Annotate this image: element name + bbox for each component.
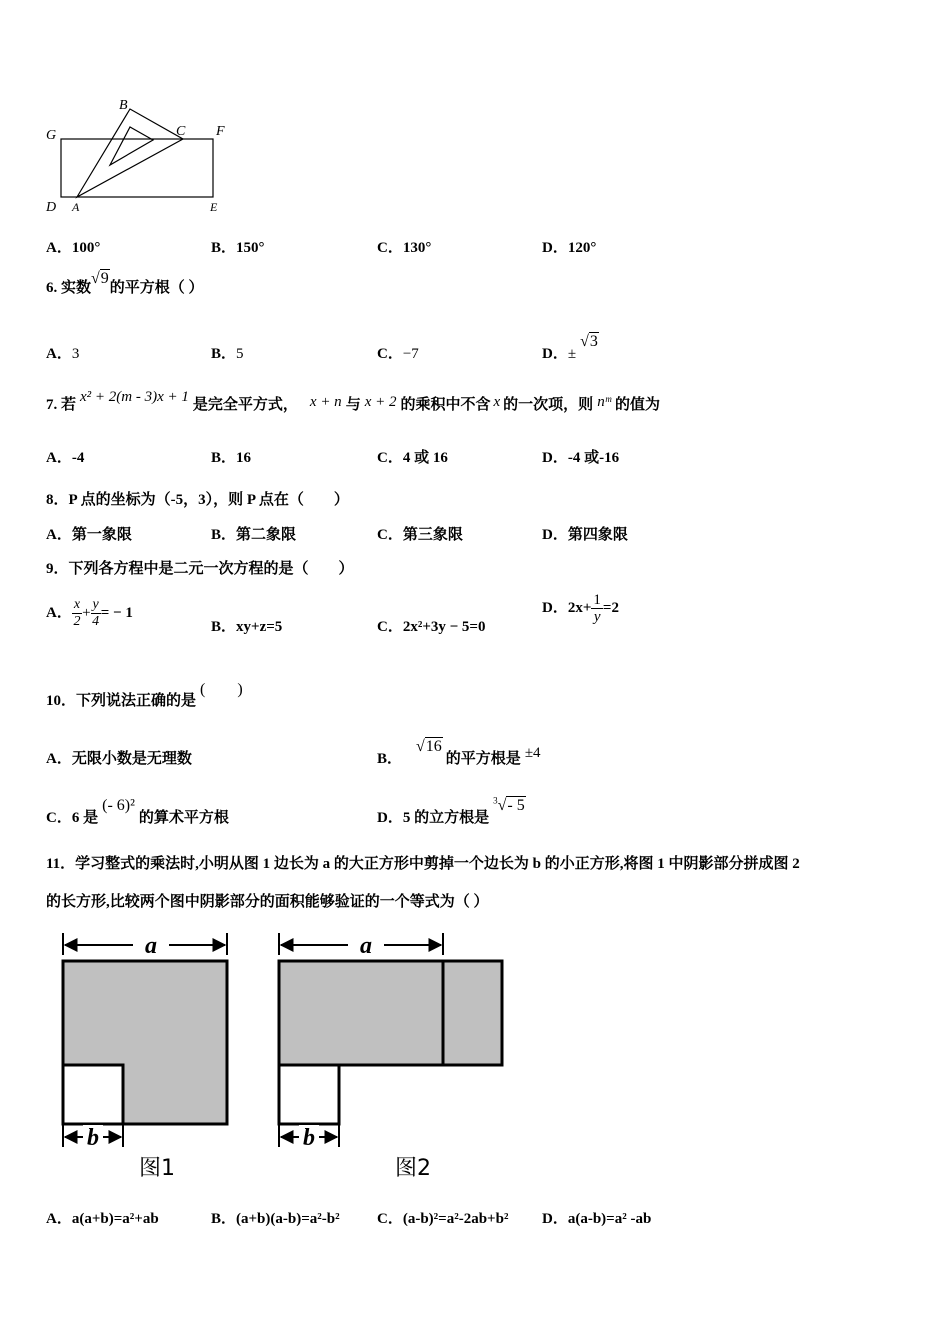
q8-option-a[interactable]: A．第一象限: [46, 527, 132, 543]
q7-option-d[interactable]: D．-4 或-16: [542, 450, 620, 466]
figure-1: [55, 925, 245, 1190]
option-text: 150°: [236, 240, 265, 256]
fraction: $\frac{x}{2}$: [73, 597, 81, 629]
fraction: $\frac{y}{4}$: [92, 597, 100, 629]
q9-stem: 9．下列各方程中是二元一次方程的是（ ）: [46, 561, 354, 577]
math-expression: x + n: [309, 394, 342, 410]
q8-option-b[interactable]: B．第二象限: [211, 527, 297, 543]
q6-option-a[interactable]: A．3: [46, 346, 80, 362]
q5-option-c[interactable]: [377, 236, 431, 257]
sqrt-expression: √3: [580, 333, 598, 350]
label-d: D: [46, 200, 57, 215]
q11-option-d[interactable]: D．a(a-b)=a² -ab: [542, 1211, 652, 1227]
q7-option-a[interactable]: A．-4: [46, 450, 85, 466]
q6-stem: [46, 270, 204, 297]
removed-square: [63, 1065, 123, 1124]
question-number: 7.: [46, 397, 58, 413]
label-a: a: [360, 933, 372, 959]
label-e: E: [210, 200, 218, 214]
stem-text: 实数: [61, 280, 92, 296]
q8-option-d[interactable]: D．第四象限: [542, 527, 628, 543]
figure-caption: 图1: [139, 1156, 175, 1181]
q8-option-c[interactable]: C．第三象限: [377, 527, 463, 543]
q10-option-a[interactable]: A．无限小数是无理数: [46, 751, 192, 767]
label-f: F: [216, 124, 225, 139]
option-text: 130°: [402, 240, 432, 256]
q10-stem: 10．下列说法正确的是( ): [46, 681, 243, 709]
q11-stem-line2: 的长方形,比较两个图中阴影部分的面积能够验证的一个等式为（ ）: [46, 894, 489, 910]
label-a: A: [72, 200, 80, 214]
figure-caption: 图2: [395, 1156, 431, 1181]
q10-option-c[interactable]: C．6 是(- 6)²的算术平方根: [46, 797, 229, 826]
q5-option-a[interactable]: [46, 236, 100, 257]
q11-option-c[interactable]: C．(a-b)²=a²-2ab+b²: [377, 1211, 509, 1227]
math-expression: x² + 2(m - 3)x + 1: [80, 389, 189, 405]
geometry-figure-q5: [40, 95, 240, 220]
answer-paren: ( ): [200, 681, 243, 698]
q5-option-d[interactable]: [542, 236, 596, 257]
math-expression: x + 2: [364, 394, 397, 410]
math-expression: x: [493, 394, 501, 410]
label-c: C: [176, 124, 186, 139]
label-b: B: [119, 98, 128, 113]
q6-option-c[interactable]: C．−7: [377, 346, 419, 362]
q11-option-a[interactable]: A．a(a+b)=a²+ab: [46, 1211, 159, 1227]
option-letter: B．: [211, 240, 237, 256]
q7-stem: 7. 若 x² + 2(m - 3)x + 1 是完全平方式， x + n 与 x + 2 的乘积中不含 x 的一次项，则 nᵐ 的值为: [46, 389, 660, 413]
stem-text: 的平方根（ ）: [109, 280, 204, 296]
q6-option-d[interactable]: D．±√3: [542, 333, 598, 362]
q7-option-b[interactable]: B．16: [211, 450, 252, 466]
q5-option-b[interactable]: [211, 236, 265, 257]
q9-option-a[interactable]: A． $\frac{x}{2}$ + $\frac{y}{4}$ = − 1: [46, 597, 133, 629]
option-letter: A．: [46, 240, 72, 256]
option-text: 120°: [567, 240, 597, 256]
sqrt-expression: √9: [91, 270, 109, 287]
fraction: $\frac{1}{y}$: [593, 592, 601, 625]
rectangle-gfed: [61, 139, 213, 197]
q7-option-c[interactable]: C．4 或 16: [377, 450, 448, 466]
cube-root-expression: $^3$√- 5: [493, 795, 525, 814]
q6-option-b[interactable]: B．5: [211, 346, 244, 362]
math-expression: nᵐ: [597, 394, 611, 410]
math-expression: (- 6)²: [102, 797, 135, 814]
shaded-rectangle: [279, 961, 502, 1065]
label-b: b: [87, 1125, 99, 1151]
question-number: 6.: [46, 280, 58, 296]
label-g: G: [46, 128, 57, 143]
option-letter: D．: [542, 240, 568, 256]
q8-stem: 8．P 点的坐标为（-5，3），则 P 点在（ ）: [46, 492, 349, 508]
option-text: 100°: [71, 240, 101, 256]
sqrt-expression: √16: [416, 738, 442, 755]
label-b: b: [303, 1125, 315, 1151]
label-a: a: [145, 933, 157, 959]
removed-square: [279, 1065, 339, 1124]
q9-option-d[interactable]: D．2x+ $\frac{1}{y}$ =2: [542, 592, 619, 625]
option-letter: C．: [377, 240, 403, 256]
q11-stem-line1: 11．学习整式的乘法时,小明从图 1 边长为 a 的大正方形中剪掉一个边长为 b 的小正方形,将图 1 中阴影部分拼成图 2: [46, 856, 800, 872]
q11-option-b[interactable]: B．(a+b)(a-b)=a²-b²: [211, 1211, 340, 1227]
figure-2: [270, 925, 510, 1190]
q10-option-b[interactable]: B．√16的平方根是 ±4: [377, 738, 541, 767]
q9-option-b[interactable]: B．xy+z=5: [211, 619, 283, 635]
q9-option-c[interactable]: C．2x²+3y − 5=0: [377, 619, 486, 635]
q10-option-d[interactable]: D．5 的立方根是$^3$√- 5: [377, 795, 525, 826]
